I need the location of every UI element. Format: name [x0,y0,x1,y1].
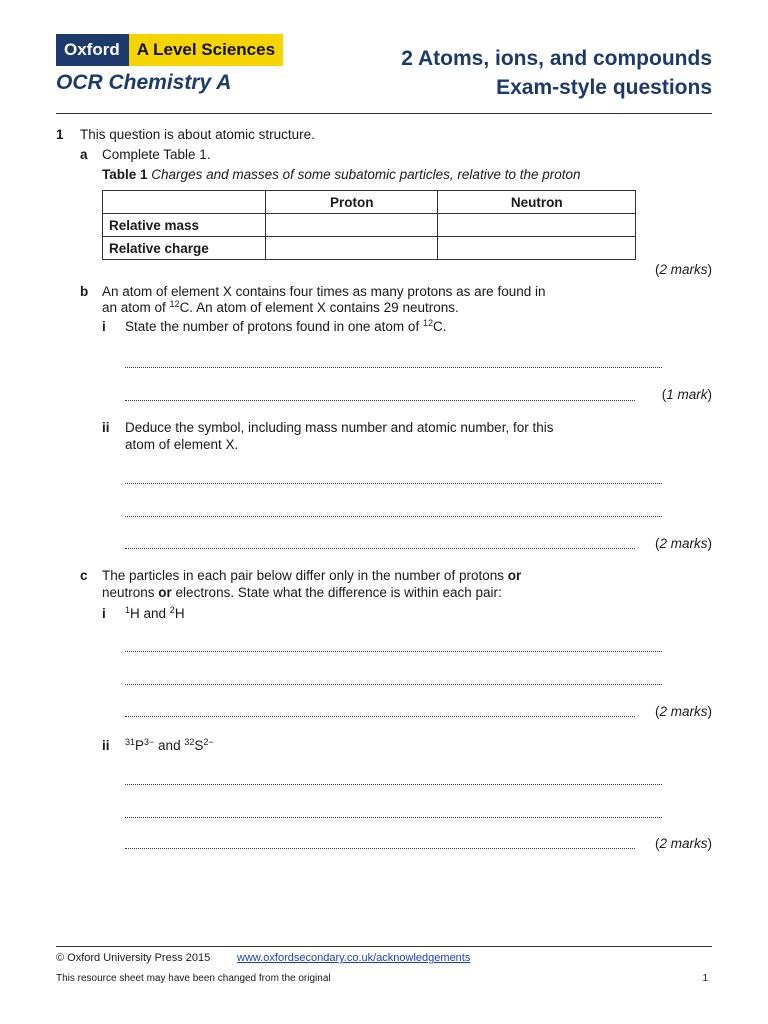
part-c-i-sup2: 2 [169,605,175,615]
part-b-line2-sup: 12 [169,299,180,309]
part-c-ii-t3: S [194,738,204,753]
chapter-line1: 2 Atoms, ions, and compounds [401,47,712,70]
part-a-label: a [80,147,88,162]
marks-a: (2 marks) [654,262,712,277]
part-c-ii-sup1b: 3− [144,737,155,747]
part-b-ii-line2: atom of element X. [125,437,239,452]
copyright: © Oxford University Press 2015 [56,952,211,964]
part-b-i-label: i [102,319,106,334]
answer-line[interactable] [125,784,662,785]
cell-neutron-charge[interactable] [438,237,636,260]
part-c-i-sup1: 1 [125,605,131,615]
marks-b-ii-text: 2 marks [659,536,708,551]
part-c-or1: or [507,568,522,583]
answer-line[interactable] [125,684,662,685]
part-c-or2: or [158,585,172,600]
part-c-ii-sup1: 31 [125,737,136,747]
answer-line[interactable] [125,716,635,717]
table-caption-text: Charges and masses of some subatomic particles, relative to the proton [151,167,581,182]
answer-line[interactable] [125,516,662,517]
part-c-ii-t1: P [135,738,145,753]
chapter-title [401,44,712,102]
part-c-ii-sup2b: 2− [203,737,214,747]
change-notice: This resource sheet may have been changed from the original [56,973,331,984]
part-b-i-sup: 12 [422,318,433,328]
answer-line[interactable] [125,651,662,652]
question-number: 1 [56,127,64,142]
marks-c-ii-text: 2 marks [659,836,708,851]
part-c-i-text [125,605,185,622]
marks-a-text: 2 marks [659,262,708,277]
part-b-i-post: C. [432,319,447,334]
table-header-row [103,191,636,214]
answer-line[interactable] [125,548,635,549]
answer-line[interactable] [125,483,662,484]
part-b-i-pre: State the number of protons found in one atom of [125,319,423,334]
course-title: OCR Chemistry A [56,71,232,94]
answer-line[interactable] [125,848,635,849]
brand-name: Oxford [56,34,129,66]
header-divider [56,113,712,114]
part-c-ii-t2: and [154,738,185,753]
oxford-logo [56,34,283,66]
chapter-line2: Exam-style questions [496,76,712,99]
table-caption [102,166,581,183]
part-b-line2 [102,299,459,316]
table-label: Table 1 [102,167,148,182]
part-c-ii-text [125,737,214,754]
cell-neutron-mass[interactable] [438,214,636,237]
subatomic-table [102,190,636,260]
header-proton: Proton [266,191,438,214]
series-name: A Level Sciences [129,34,283,66]
part-c-i-t1: H and [130,606,170,621]
header-neutron: Neutron [438,191,636,214]
part-b-ii-label: ii [102,420,110,435]
part-b-line2-pre: an atom of [102,300,170,315]
cell-proton-mass[interactable] [266,214,438,237]
marks-c-i: (2 marks) [654,704,712,719]
part-b-line1: An atom of element X contains four times as many protons as are found in [102,284,546,299]
part-c-line1-pre: The particles in each pair below differ only in the number of protons [102,568,508,583]
marks-b-i: (1 mark) [661,387,712,402]
marks-b-ii: (2 marks) [654,536,712,551]
part-c-ii-sup2: 32 [184,737,195,747]
marks-c-ii: (2 marks) [654,836,712,851]
part-c-line1 [102,567,521,584]
footer-divider [56,946,712,947]
part-b-line2-post: C. An atom of element X contains 29 neutrons. [179,300,459,315]
marks-b-i-text: 1 mark [666,387,708,402]
part-c-line2-post: electrons. State what the difference is within each pair: [171,585,502,600]
marks-c-i-text: 2 marks [659,704,708,719]
part-b-i-text [125,318,446,335]
part-c-line2-pre: neutrons [102,585,159,600]
cell-proton-charge[interactable] [266,237,438,260]
part-c-ii-label: ii [102,738,110,753]
page-number: 1 [702,973,708,984]
part-c-i-t2: H [174,606,185,621]
part-c-i-label: i [102,606,106,621]
answer-line[interactable] [125,817,662,818]
table-row [103,214,636,237]
part-c-line2 [102,584,502,601]
answer-line[interactable] [125,400,635,401]
part-b-label: b [80,284,89,299]
answer-line[interactable] [125,367,662,368]
row-label-charge: Relative charge [103,237,266,260]
row-label-mass: Relative mass [103,214,266,237]
part-a-text: Complete Table 1. [102,147,211,162]
question-intro: This question is about atomic structure. [80,127,315,142]
table-corner-cell [103,191,266,214]
part-c-label: c [80,568,88,583]
table-row [103,237,636,260]
acknowledgements-link[interactable]: www.oxfordsecondary.co.uk/acknowledgements [237,952,471,964]
part-b-ii-line1: Deduce the symbol, including mass number and atomic number, for this [125,420,554,435]
